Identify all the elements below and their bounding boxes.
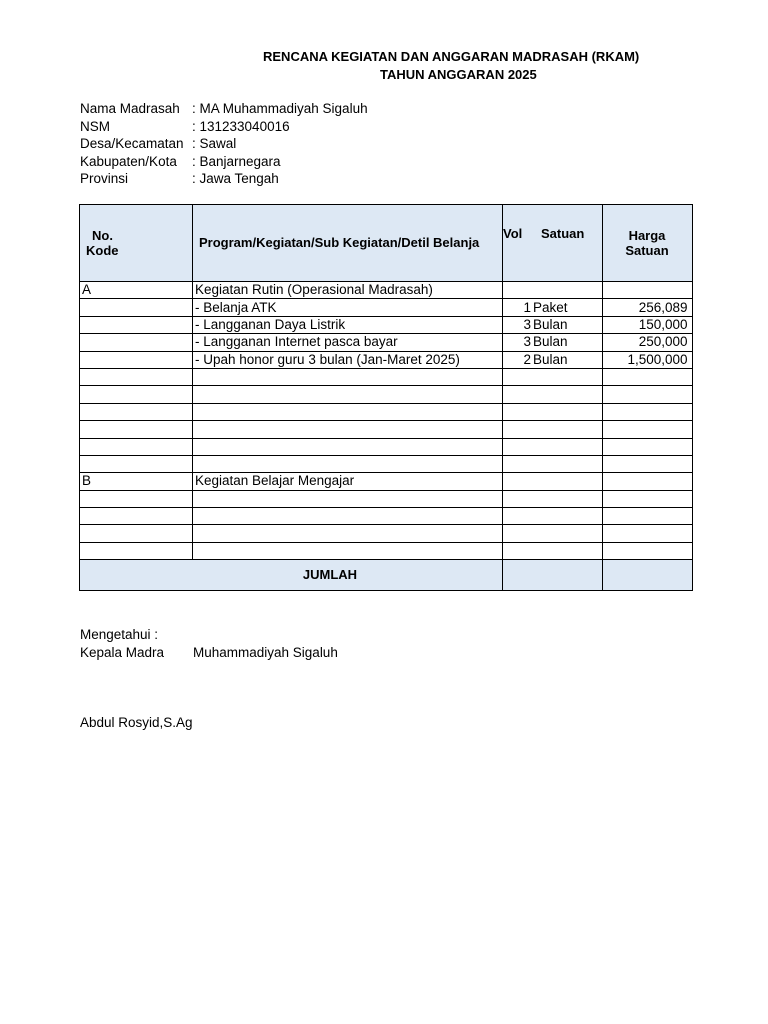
cell-harga: 150,000 — [602, 316, 692, 333]
table-row — [80, 386, 693, 403]
cell-vol — [503, 403, 533, 420]
cell-kode: A — [80, 282, 193, 299]
info-value: : Banjarnegara — [192, 153, 281, 169]
cell-kode — [80, 438, 193, 455]
rkam-table — [79, 204, 693, 591]
table-row — [80, 299, 693, 316]
cell-kode — [80, 299, 193, 316]
cell-vol: 1 — [503, 299, 533, 316]
cell-vol — [503, 455, 533, 472]
cell-vol — [503, 508, 533, 525]
cell-satuan — [532, 368, 602, 385]
table-row — [80, 490, 693, 507]
cell-satuan: Bulan — [532, 334, 602, 351]
cell-satuan — [532, 542, 602, 559]
cell-satuan — [532, 473, 602, 490]
cell-vol — [503, 438, 533, 455]
header-harga-line1: Harga — [628, 228, 666, 243]
kepala-label: Kepala Madra — [80, 645, 165, 660]
table-row — [80, 455, 693, 472]
cell-program — [193, 542, 503, 559]
cell-satuan — [532, 386, 602, 403]
cell-program — [193, 525, 503, 542]
cell-vol — [503, 386, 533, 403]
cell-program: - Langganan Internet pasca bayar — [193, 334, 503, 351]
table-row — [80, 351, 693, 368]
info-value: : 131233040016 — [192, 118, 290, 134]
cell-program — [193, 490, 503, 507]
cell-harga: 250,000 — [602, 334, 692, 351]
cell-harga — [602, 438, 692, 455]
info-label: Kabupaten/Kota — [80, 153, 177, 169]
table-row — [80, 403, 693, 420]
cell-satuan — [532, 282, 602, 299]
mengetahui-label: Mengetahui : — [80, 627, 159, 642]
cell-program — [193, 403, 503, 420]
table-body — [80, 282, 693, 560]
cell-satuan: Bulan — [532, 351, 602, 368]
info-value: : MA Muhammadiyah Sigaluh — [192, 101, 368, 116]
cell-harga — [602, 455, 692, 472]
table-row — [80, 438, 693, 455]
cell-vol — [503, 368, 533, 385]
cell-program — [193, 368, 503, 385]
info-label: Provinsi — [80, 171, 129, 186]
cell-kode — [80, 368, 193, 385]
cell-harga — [602, 490, 692, 507]
cell-kode — [80, 455, 193, 472]
info-label: Desa/Kecamatan — [80, 136, 184, 151]
cell-program — [193, 455, 503, 472]
header-harga-line2: Satuan — [625, 243, 669, 258]
header-kode-line2: Kode — [86, 243, 119, 258]
jumlah-vol-cell — [503, 560, 603, 591]
info-row-nsm — [80, 118, 368, 136]
cell-vol: 2 — [503, 351, 533, 368]
header-kode-line1: No. — [92, 228, 113, 243]
cell-harga — [602, 508, 692, 525]
table-header-row — [80, 205, 693, 282]
cell-kode — [80, 386, 193, 403]
table-row — [80, 508, 693, 525]
signatory-name: Abdul Rosyid,S.Ag — [80, 715, 193, 730]
cell-program — [193, 438, 503, 455]
cell-vol: 3 — [503, 316, 533, 333]
table-row — [80, 525, 693, 542]
kepala-line — [80, 645, 338, 660]
info-label: Nama Madrasah — [80, 101, 180, 116]
header-kode — [80, 205, 193, 282]
table-row — [80, 316, 693, 333]
cell-vol — [503, 542, 533, 559]
cell-harga: 256,089 — [602, 299, 692, 316]
cell-program: Kegiatan Rutin (Operasional Madrasah) — [193, 282, 503, 299]
cell-vol — [503, 525, 533, 542]
cell-vol — [503, 473, 533, 490]
madrasah-info — [80, 100, 368, 188]
cell-kode — [80, 421, 193, 438]
cell-kode — [80, 490, 193, 507]
info-label: NSM — [80, 118, 110, 134]
table-row — [80, 473, 693, 490]
cell-kode — [80, 508, 193, 525]
jumlah-total-cell — [602, 560, 692, 591]
document-title: RENCANA KEGIATAN DAN ANGGARAN MADRASAH (RKAM) — [263, 49, 640, 64]
cell-satuan: Bulan — [532, 316, 602, 333]
header-vol-satuan — [503, 205, 603, 282]
cell-harga — [602, 368, 692, 385]
header-program: Program/Kegiatan/Sub Kegiatan/Detil Belanja — [193, 205, 503, 282]
cell-harga — [602, 473, 692, 490]
cell-harga — [602, 386, 692, 403]
table-row — [80, 421, 693, 438]
info-row-provinsi — [80, 170, 368, 188]
cell-harga — [602, 403, 692, 420]
cell-kode — [80, 316, 193, 333]
info-value: : Sawal — [192, 136, 237, 151]
cell-program — [193, 421, 503, 438]
cell-satuan — [532, 490, 602, 507]
cell-harga — [602, 282, 692, 299]
cell-kode: B — [80, 473, 193, 490]
header-harga — [602, 205, 692, 282]
info-row-desa — [80, 135, 368, 153]
cell-kode — [80, 403, 193, 420]
table-row — [80, 542, 693, 559]
header-satuan: Satuan — [541, 226, 585, 241]
cell-kode — [80, 351, 193, 368]
cell-satuan — [532, 421, 602, 438]
madrasah-name: Muhammadiyah Sigaluh — [193, 645, 338, 660]
table-row — [80, 334, 693, 351]
cell-program: - Belanja ATK — [193, 299, 503, 316]
cell-vol — [503, 490, 533, 507]
cell-kode — [80, 525, 193, 542]
jumlah-row — [80, 560, 693, 591]
cell-satuan — [532, 525, 602, 542]
cell-program — [193, 508, 503, 525]
cell-harga — [602, 525, 692, 542]
cell-program — [193, 386, 503, 403]
cell-vol — [503, 421, 533, 438]
info-row-nama — [80, 100, 368, 118]
cell-satuan — [532, 403, 602, 420]
cell-harga — [602, 542, 692, 559]
document-subtitle: TAHUN ANGGARAN 2025 — [380, 67, 537, 82]
cell-kode — [80, 334, 193, 351]
cell-program: Kegiatan Belajar Mengajar — [193, 473, 503, 490]
cell-program: - Upah honor guru 3 bulan (Jan-Maret 2025) — [193, 351, 503, 368]
cell-satuan — [532, 508, 602, 525]
table-row — [80, 282, 693, 299]
cell-satuan — [532, 455, 602, 472]
info-value: : Jawa Tengah — [192, 171, 279, 186]
header-vol: Vol — [503, 226, 523, 241]
info-row-kabupaten — [80, 153, 368, 171]
cell-vol — [503, 282, 533, 299]
table-row — [80, 368, 693, 385]
cell-program: - Langganan Daya Listrik — [193, 316, 503, 333]
cell-kode — [80, 542, 193, 559]
cell-harga: 1,500,000 — [602, 351, 692, 368]
jumlah-label: JUMLAH — [80, 560, 503, 591]
cell-vol: 3 — [503, 334, 533, 351]
cell-satuan — [532, 438, 602, 455]
cell-harga — [602, 421, 692, 438]
cell-satuan: Paket — [532, 299, 602, 316]
